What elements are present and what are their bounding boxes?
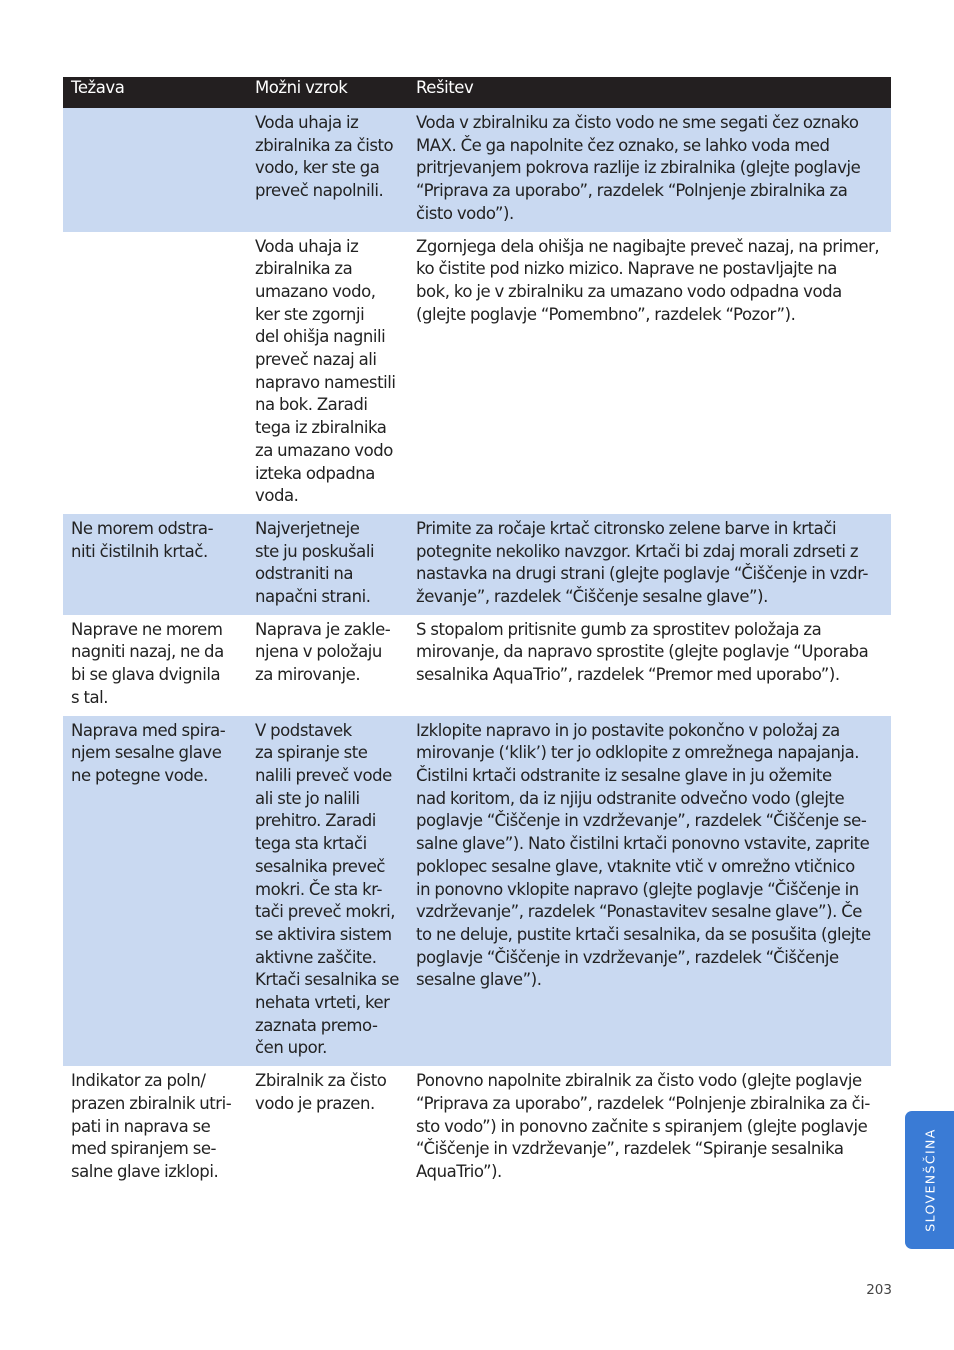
cause-cell: V podstavek za spiranje ste nalili preveč vode ali ste jo nalili prehitro. Zaradi tega sta krtači sesalnika preveč mokri. Če sta kr- tači preveč mokri, se aktivira sistem aktivne zaščite. Krtači sesalnika se nehata vrteti, ker zaznata premo- čen upor. <box>247 716 408 1067</box>
table-header-row <box>63 77 891 108</box>
problem-cell <box>63 232 247 514</box>
table-row <box>63 716 891 1067</box>
language-tab-label: SLOVENŠČINA <box>922 1128 937 1232</box>
header-solution: Rešitev <box>408 77 891 108</box>
problem-cell: Ne morem odstra- niti čistilnih krtač. <box>63 514 247 615</box>
solution-cell: Ponovno napolnite zbiralnik za čisto vodo (glejte poglavje “Priprava za uporabo”, razdelek “Polnjenje zbiralnika za či- sto vodo”) in ponovno začnite s spiranjem (glejte poglavje “Čiščenje in vzdrževanje”, razdelek “Spiranje sesalnika AquaTrio”). <box>416 1071 870 1181</box>
problem-cell: Naprave ne morem nagniti nazaj, ne da bi se glava dvignila s tal. <box>71 619 224 707</box>
cause-cell: Voda uhaja iz zbiralnika za čisto vodo, ker ste ga preveč napolnili. <box>247 108 408 232</box>
table-row <box>63 615 891 716</box>
solution-cell: Zgornjega dela ohišja ne nagibajte preveč nazaj, na primer, ko čistite pod nizko mizico. Naprave ne postavljajte na bok, ko je v zbiralniku za umazano vodo odpadna voda (glejte poglavje “Pomembno”, razdelek “Pozor”). <box>416 236 880 324</box>
solution-cell: Izklopite napravo in jo postavite pokončno v položaj za mirovanje (‘klik’) ter jo odklopite z omrežnega napajanja. Čistilni krtači odstranite iz sesalne glave in ju ožemite nad koritom, da iz njiju odstranite odvečno vodo (glejte poglavje “Čiščenje in vzdrževanje”, razdelek “Čiščenje se- salne glave”). Nato čistilni krtači ponovno vstavite, zaprite poklopec sesalne glave, vtaknite vtič v omrežno vtičnico in ponovno vklopite napravo (glejte poglavje “Čiščenje in vzdrževanje”, razdelek “Ponastavitev sesalne glave”). Če to ne deluje, pustite krtači sesalnika, da se posušita (glejte poglavje “Čiščenje in vzdrževanje”, razdelek “Čiščenje sesalne glave”). <box>408 716 891 1067</box>
cause-cell: Najverjetneje ste ju poskušali odstraniti na napačni strani. <box>247 514 408 615</box>
table-row <box>63 232 891 514</box>
solution-cell: Primite za ročaje krtač citronsko zelene barve in krtači potegnite nekoliko navzgor. Krtači bi zdaj morali zdrseti z nastavka na drugi strani (glejte poglavje “Čiščenje in vzdr- ževanje”, razdelek “Čiščenje sesalne glave”). <box>408 514 891 615</box>
problem-cell <box>63 108 247 232</box>
header-cause: Možni vzrok <box>247 77 408 108</box>
solution-cell: Voda v zbiralniku za čisto vodo ne sme segati čez oznako MAX. Če ga napolnite čez oznako, se lahko voda med pritrjevanjem pokrova razlije iz zbiralnika (glejte poglavje “Priprava za uporabo”, razdelek “Polnjenje zbiralnika za čisto vodo”). <box>408 108 891 232</box>
header-problem: Težava <box>63 77 247 108</box>
problem-cell: Indikator za poln/ prazen zbiralnik utri- pati in naprava se med spiranjem se- salne glave izklopi. <box>71 1071 232 1181</box>
solution-cell: S stopalom pritisnite gumb za sprostitev položaja za mirovanje, da napravo sprostite (glejte poglavje “Uporaba sesalnika AquaTrio”, razdelek “Premor med uporabo”). <box>416 619 869 685</box>
table-row <box>63 1066 891 1190</box>
table-row <box>63 514 891 615</box>
problem-cell: Naprava med spira- njem sesalne glave ne potegne vode. <box>63 716 247 1067</box>
cause-cell: Zbiralnik za čisto vodo je prazen. <box>255 1071 387 1113</box>
cause-cell: Voda uhaja iz zbiralnika za umazano vodo, ker ste zgornji del ohišja nagnili preveč nazaj ali napravo namestili na bok. Zaradi tega iz zbiralnika za umazano vodo izteka odpadna voda. <box>255 236 396 506</box>
table-row <box>63 108 891 232</box>
cause-cell: Naprava je zakle- njena v položaju za mirovanje. <box>255 619 391 685</box>
page-number: 203 <box>866 1282 892 1298</box>
troubleshooting-table <box>63 77 891 1190</box>
language-tab <box>905 1111 954 1249</box>
